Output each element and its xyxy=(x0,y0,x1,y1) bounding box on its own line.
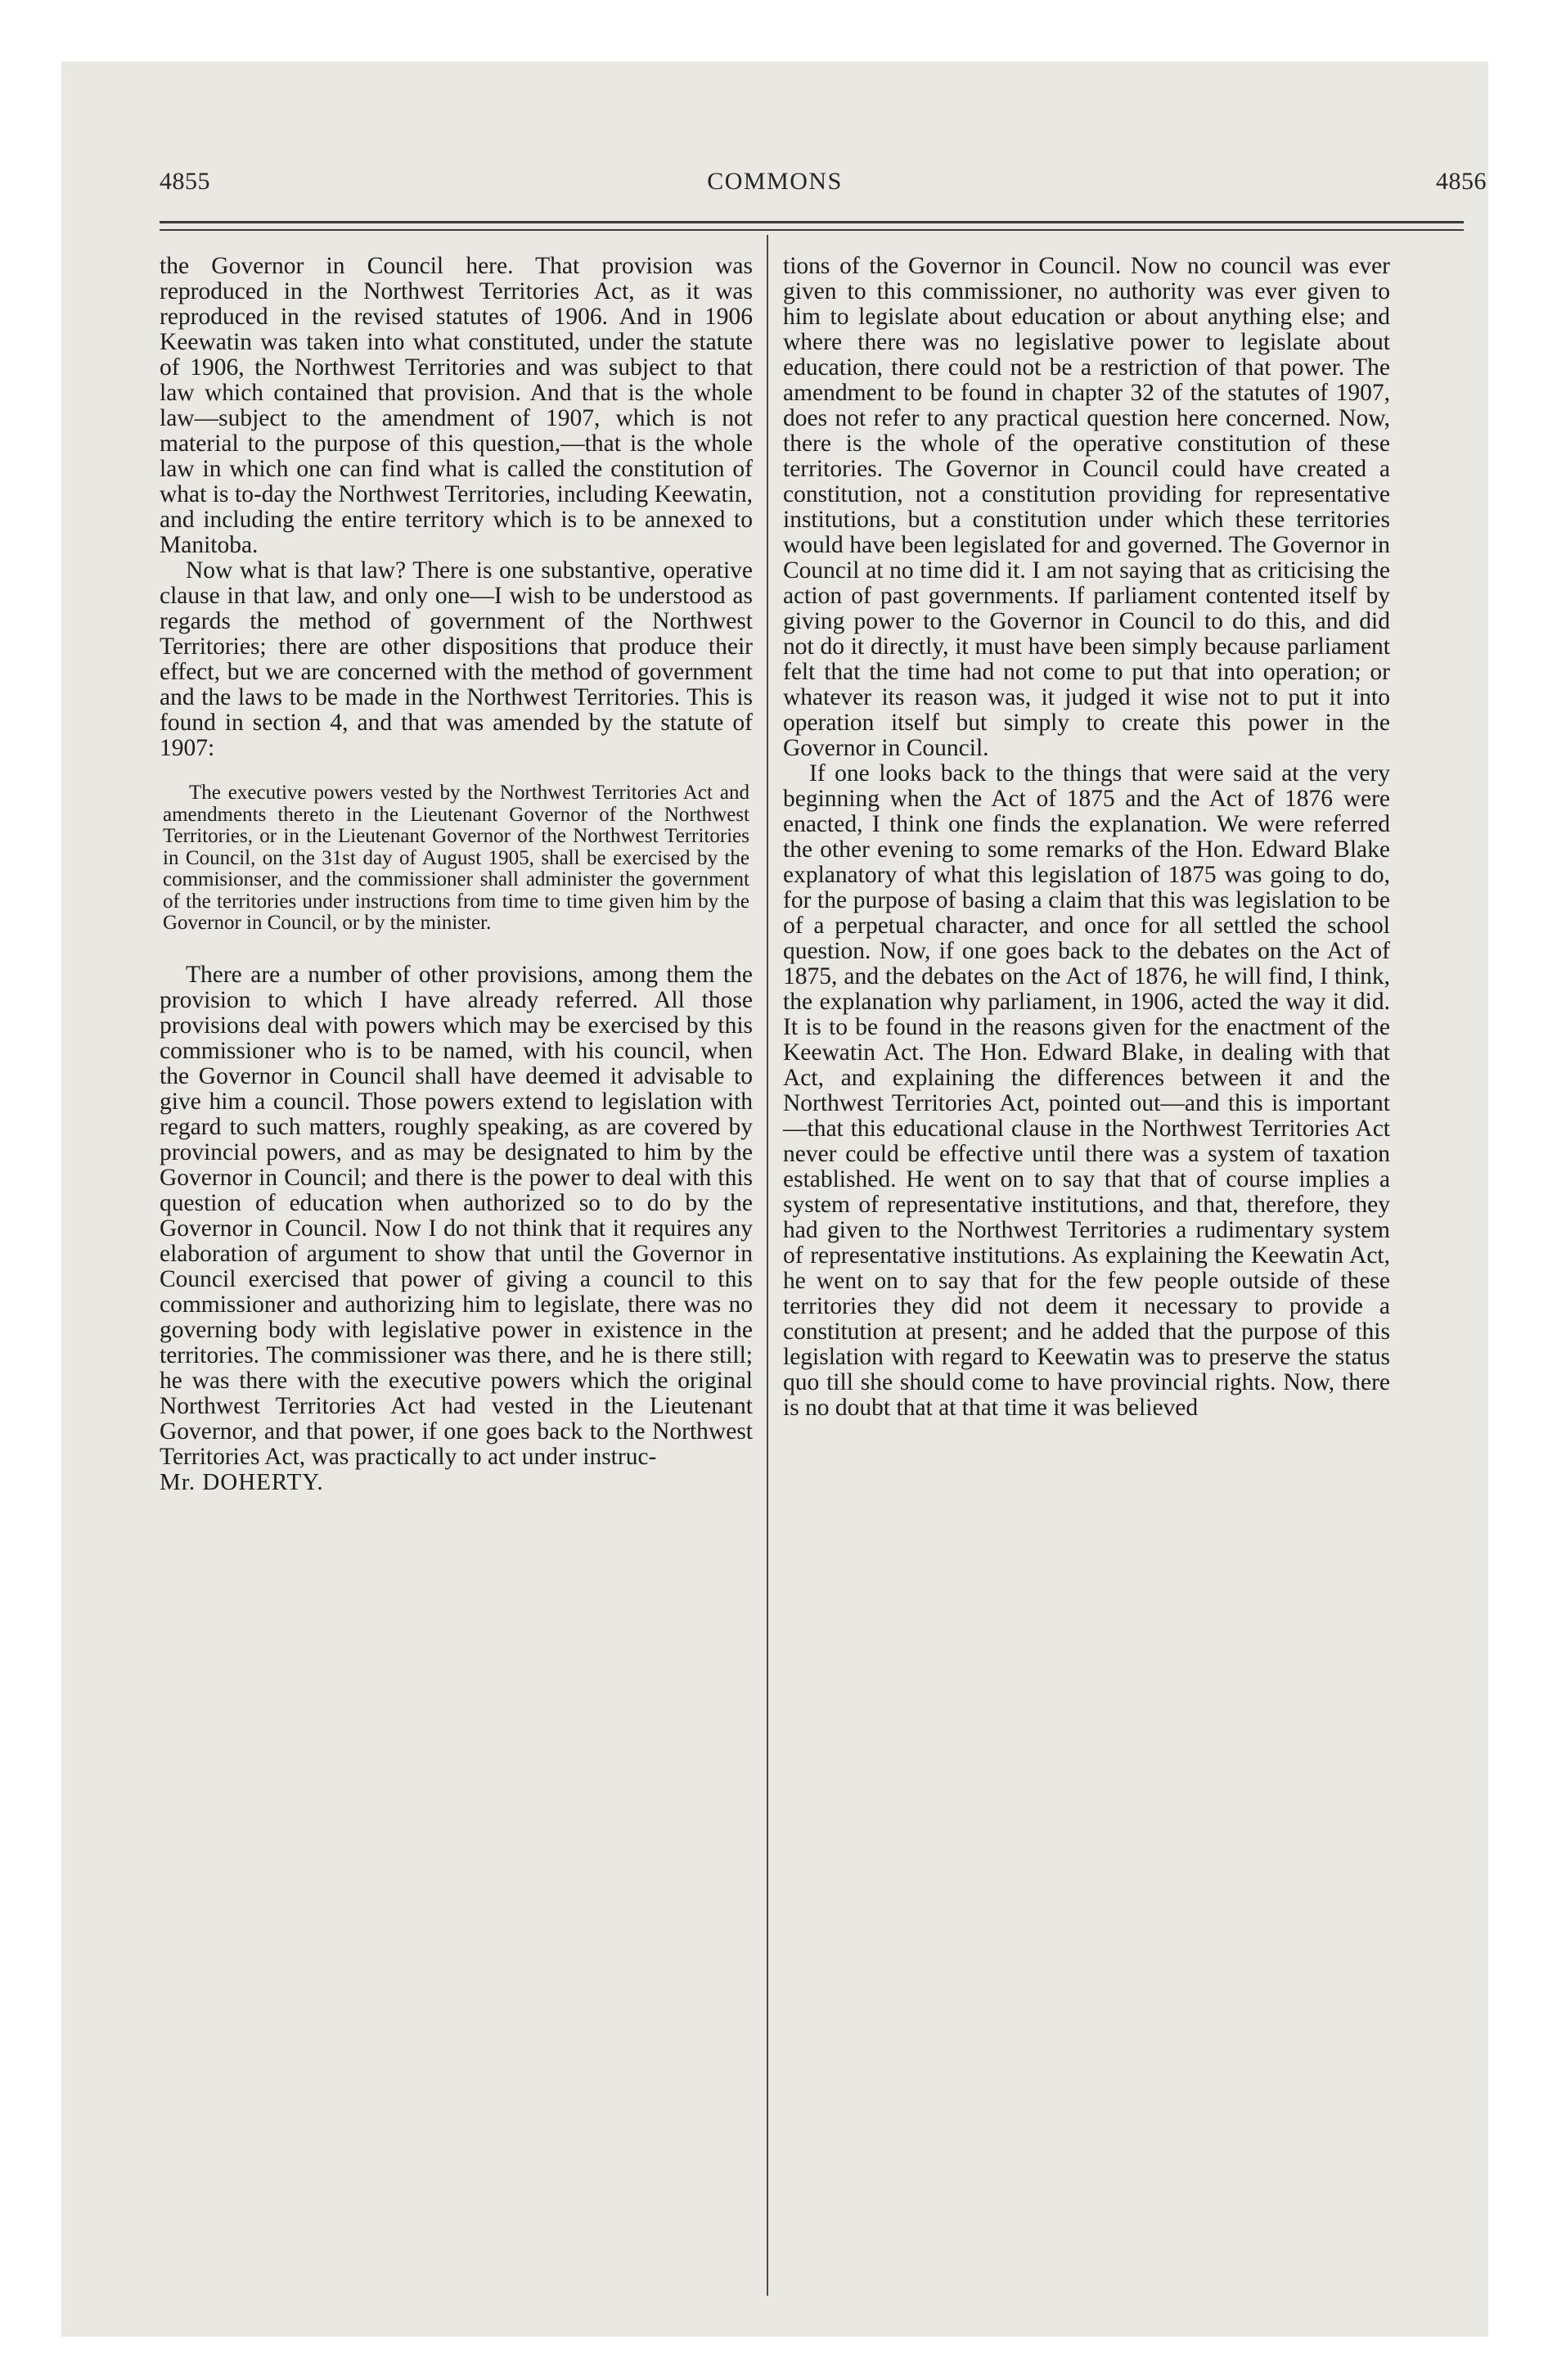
page-number-right: 4856 xyxy=(1436,168,1487,195)
running-header-title: COMMONS xyxy=(707,168,843,195)
speaker-signature: Mr. DOHERTY. xyxy=(160,1468,324,1495)
header-rule-thin xyxy=(160,229,1464,231)
right-column xyxy=(783,254,1390,1421)
left-column xyxy=(160,254,753,1495)
paragraph: There are a number of other provisions, among them the provision to which I have already referred. All those provisions deal with powers which may be exercised by this commissioner who is to be named, with his council, when the Governor in Council shall have deemed it advisable to give him a council. Those powers extend to legislation with regard to such matters, roughly speaking, as are covered by provincial powers, and as may be designated to him by the Governor in Council; and there is the power to deal with this question of education when authorized so to do by the Governor in Council. Now I do not think that it requires any elaboration of argument to show that until the Governor in Council exercised that power of giving a council to this commissioner and authorizing him to legislate, there was no governing body with legislative power in existence in the territories. The commissioner was there, and he is there still; he was there with the executive powers which the original Northwest Territories Act had vested in the Lieutenant Governor, and that power, if one goes back to the Northwest Territories Act, was practically to act under instruc- xyxy=(160,961,753,1470)
page-number-left: 4855 xyxy=(160,168,210,195)
header-rule-thick xyxy=(160,221,1464,223)
column-divider xyxy=(767,235,768,2296)
quoted-statute: The executive powers vested by the Northwest Territories Act and amendments thereto in the Lieutenant Governor of the Northwest Territories, or in the Lieutenant Governor of the Northwest Territories in Council, on the 31st day of August 1905, shall be exercised by the commisionser, and the commissioner shall administer the government of the territories under instructions from time to time given him by the Governor in Council, or by the minister. xyxy=(163,782,749,934)
page-scan xyxy=(61,61,1488,2337)
paragraph: tions of the Governor in Council. Now no council was ever given to this commissioner, no authority was ever given to him to legislate about education or about anything else; and where there was no legislative power to legislate about education, there could not be a restriction of that power. The amendment to be found in chapter 32 of the statutes of 1907, does not refer to any practical question here concerned. Now, there is the whole of the operative constitution of these territories. The Governor in Council could have created a constitution, not a constitution providing for representative institutions, but a constitution under which these territories would have been legislated for and governed. The Governor in Council at no time did it. I am not saying that as criticising the action of past governments. If parliament contented itself by giving power to the Governor in Council to do this, and did not do it directly, it must have been simply because parliament felt that the time had not come to put that into operation; or whatever its reason was, it judged it wise not to put it into operation itself but simply to create this power in the Governor in Council. xyxy=(783,253,1390,761)
paragraph: the Governor in Council here. That provision was reproduced in the Northwest Territories Act, as it was reproduced in the revised statutes of 1906. And in 1906 Keewatin was taken into what constituted, under the statute of 1906, the Northwest Territories and was subject to that law which contained that provision. And that is the whole law—subject to the amendment of 1907, which is not material to the purpose of this question,—that is the whole law in which one can find what is called the constitution of what is to-day the Northwest Territories, including Keewatin, and including the entire territory which is to be annexed to Manitoba. xyxy=(160,253,753,558)
paragraph: If one looks back to the things that were said at the very beginning when the Act of 1875 and the Act of 1876 were enacted, I think one finds the explanation. We were referred the other evening to some remarks of the Hon. Edward Blake explanatory of what this legislation of 1875 was going to do, for the purpose of basing a claim that this was legislation to be of a perpetual character, and once for all settled the school question. Now, if one goes back to the debates on the Act of 1875, and the debates on the Act of 1876, he will find, I think, the explanation why parliament, in 1906, acted the way it did. It is to be found in the reasons given for the enactment of the Keewatin Act. The Hon. Edward Blake, in dealing with that Act, and explaining the differences between it and the Northwest Territories Act, pointed out—and this is important—that this educational clause in the Northwest Territories Act never could be effective until there was a system of taxation established. He went on to say that that of course implies a system of representative institutions, and that, therefore, they had given to the Northwest Territories a rudimentary system of representative institutions. As explaining the Keewatin Act, he went on to say that for the few people outside of these territories they did not deem it necessary to provide a constitution at present; and he added that the purpose of this legislation with regard to Keewatin was to preserve the status quo till she should come to have provincial rights. Now, there is no doubt that at that time it was believed xyxy=(783,760,1390,1421)
paragraph: Now what is that law? There is one substantive, operative clause in that law, and only one—I wish to be understood as regards the method of government of the Northwest Territories; there are other dispositions that produce their effect, but we are concerned with the method of government and the laws to be made in the Northwest Territories. This is found in section 4, and that was amended by the statute of 1907: xyxy=(160,557,753,761)
